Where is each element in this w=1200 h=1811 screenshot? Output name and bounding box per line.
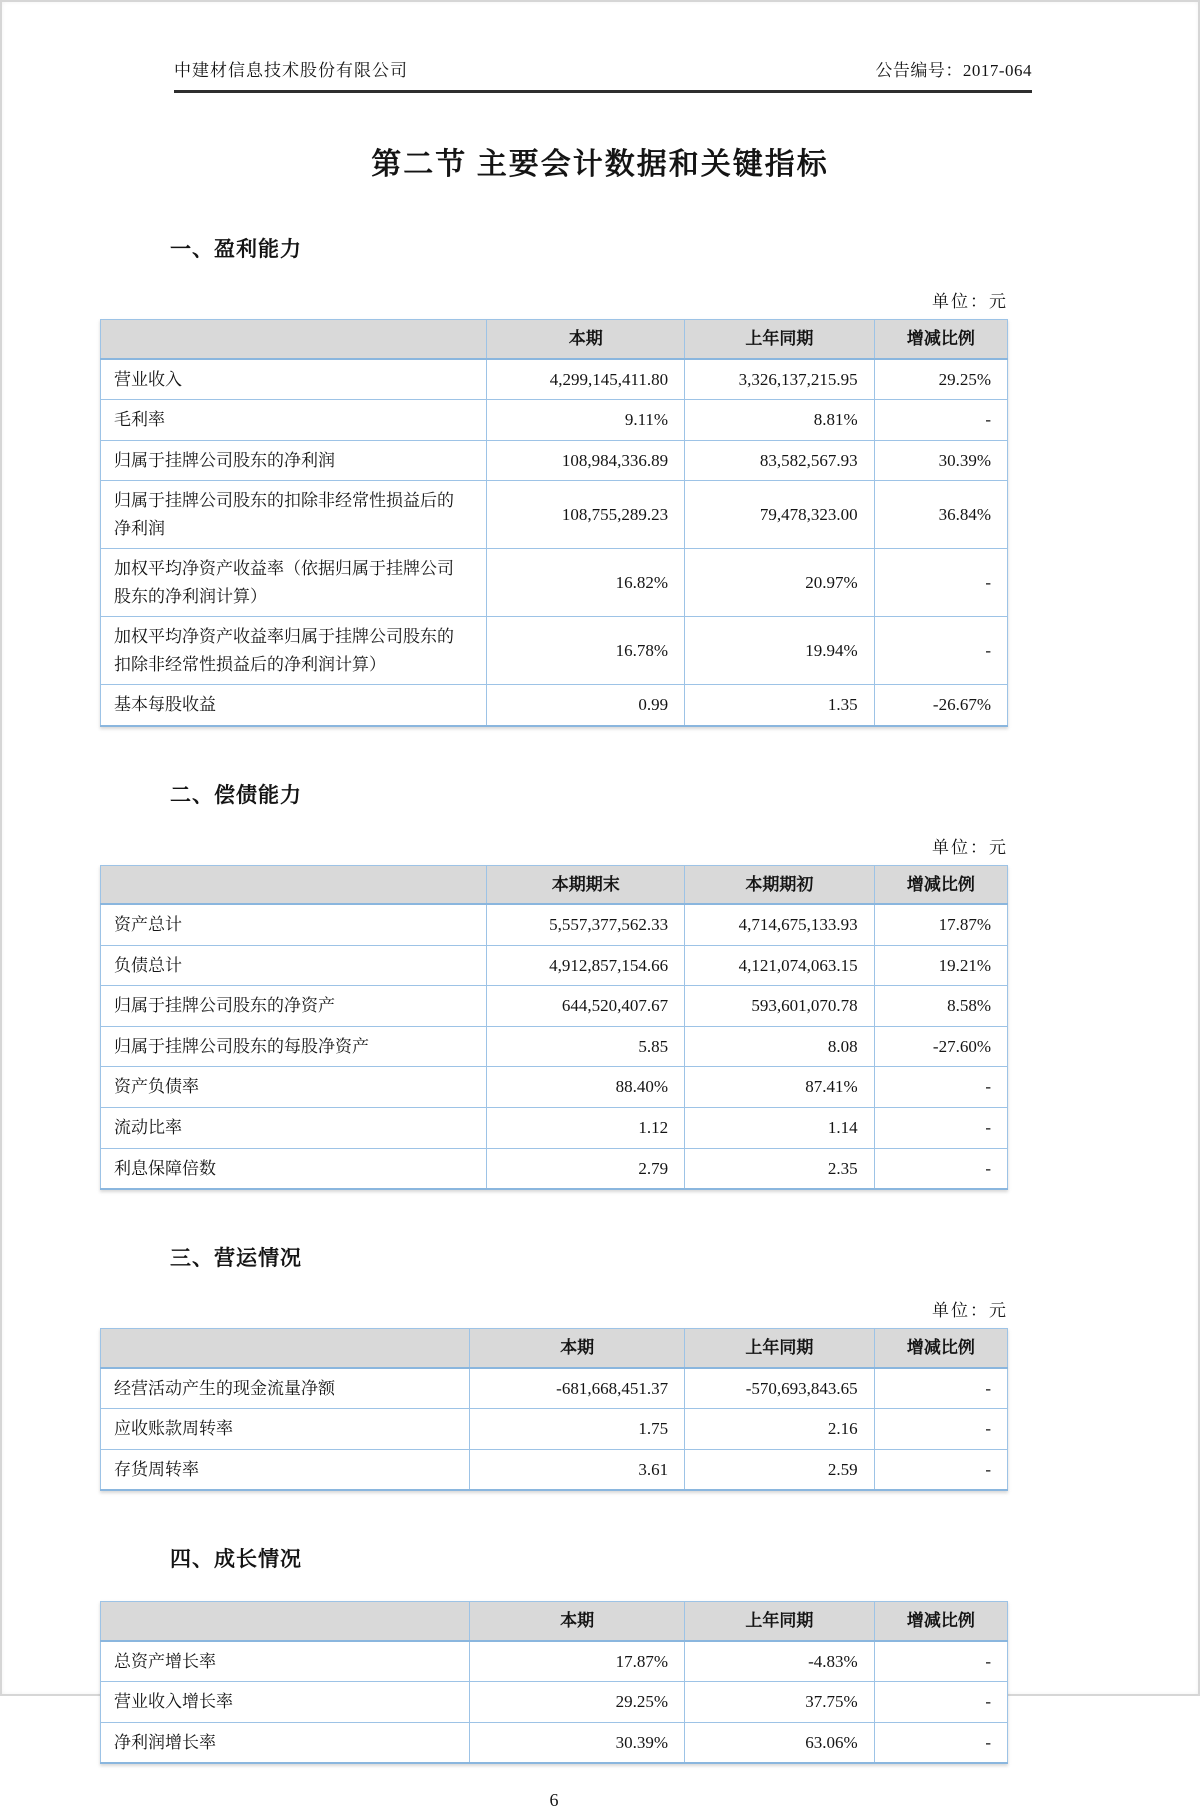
table-row <box>101 1148 1008 1189</box>
table-header-row <box>101 1329 1008 1368</box>
table-header-row <box>101 865 1008 904</box>
row-label: 净利润增长率 <box>101 1722 470 1763</box>
row-value: 108,755,289.23 <box>487 481 685 549</box>
value-column-header: 增减比例 <box>874 1329 1007 1368</box>
row-label: 经营活动产生的现金流量净额 <box>101 1368 470 1409</box>
row-value: 9.11% <box>487 400 685 441</box>
value-column-header: 增减比例 <box>874 865 1007 904</box>
table-row <box>101 549 1008 617</box>
row-value: 36.84% <box>874 481 1007 549</box>
row-value: 20.97% <box>685 549 875 617</box>
table-row <box>101 1641 1008 1682</box>
row-label: 归属于挂牌公司股东的每股净资产 <box>101 1026 487 1067</box>
unit-label: 单位：元 <box>932 292 1008 311</box>
row-value: 108,984,336.89 <box>487 440 685 481</box>
row-value: 30.39% <box>470 1722 685 1763</box>
unit-label: 单位：元 <box>932 837 1008 857</box>
row-value: 87.41% <box>685 1067 875 1108</box>
table-row <box>101 1449 1008 1490</box>
value-column-header: 增减比例 <box>874 320 1007 359</box>
value-column-header: 本期期初 <box>685 865 875 904</box>
section-heading-profitability: 一、盈利能力 <box>170 238 302 261</box>
row-label: 归属于挂牌公司股东的净资产 <box>101 986 487 1027</box>
content-column <box>100 233 1008 1811</box>
row-label: 应收账款周转率 <box>101 1409 470 1450</box>
row-value: 29.25% <box>874 359 1007 400</box>
row-value: - <box>874 1409 1007 1450</box>
row-value: - <box>874 617 1007 685</box>
value-column-header: 本期 <box>470 1329 685 1368</box>
row-value: 5,557,377,562.33 <box>487 904 685 945</box>
value-column-header: 本期 <box>470 1602 685 1641</box>
company-name: 中建材信息技术股份有限公司 <box>174 61 408 80</box>
row-label: 总资产增长率 <box>101 1641 470 1682</box>
metric-column-header <box>101 865 487 904</box>
row-value: - <box>874 1682 1007 1723</box>
row-value: 1.35 <box>685 685 875 726</box>
row-value: -570,693,843.65 <box>685 1368 875 1409</box>
page-header <box>174 56 1032 93</box>
row-value: 83,582,567.93 <box>685 440 875 481</box>
table-header-row <box>101 320 1008 359</box>
row-value: - <box>874 400 1007 441</box>
table-row <box>101 945 1008 986</box>
unit-label: 单位：元 <box>932 1301 1008 1321</box>
row-value: 2.35 <box>685 1148 875 1189</box>
table-row <box>101 1107 1008 1148</box>
row-value: - <box>874 1722 1007 1763</box>
row-label: 毛利率 <box>101 400 487 441</box>
row-value: 5.85 <box>487 1026 685 1067</box>
row-value: 0.99 <box>487 685 685 726</box>
row-value: 4,714,675,133.93 <box>685 904 875 945</box>
row-value: - <box>874 1067 1007 1108</box>
growth-table <box>100 1601 1008 1764</box>
row-value: - <box>874 549 1007 617</box>
row-value: 593,601,070.78 <box>685 986 875 1027</box>
row-value: -26.67% <box>874 685 1007 726</box>
row-value: 17.87% <box>470 1641 685 1682</box>
row-value: 1.14 <box>685 1107 875 1148</box>
row-value: 19.94% <box>685 617 875 685</box>
row-label: 资产负债率 <box>101 1067 487 1108</box>
row-value: -27.60% <box>874 1026 1007 1067</box>
section-heading-solvency: 二、偿债能力 <box>170 783 302 807</box>
table-row <box>101 359 1008 400</box>
table-row <box>101 1368 1008 1409</box>
row-value: 37.75% <box>685 1682 875 1723</box>
row-value: 4,912,857,154.66 <box>487 945 685 986</box>
operations-table <box>100 1328 1008 1491</box>
row-value: 4,121,074,063.15 <box>685 945 875 986</box>
row-label: 基本每股收益 <box>101 685 487 726</box>
table-header-row <box>101 1602 1008 1641</box>
row-value: 79,478,323.00 <box>685 481 875 549</box>
row-value: 2.59 <box>685 1449 875 1490</box>
spacer <box>100 1573 1008 1601</box>
value-column-header: 上年同期 <box>685 1602 875 1641</box>
table-row <box>101 685 1008 726</box>
row-value: - <box>874 1368 1007 1409</box>
row-value: 17.87% <box>874 904 1007 945</box>
metric-column-header <box>101 1602 470 1641</box>
value-column-header: 本期期末 <box>487 865 685 904</box>
row-label: 资产总计 <box>101 904 487 945</box>
row-label: 归属于挂牌公司股东的扣除非经常性损益后的净利润 <box>101 481 487 549</box>
value-column-header: 上年同期 <box>685 320 875 359</box>
announcement-number: 公告编号：2017-064 <box>875 61 1032 80</box>
row-label: 营业收入增长率 <box>101 1682 470 1723</box>
row-label: 加权平均净资产收益率归属于挂牌公司股东的扣除非经常性损益后的净利润计算） <box>101 617 487 685</box>
row-value: -4.83% <box>685 1641 875 1682</box>
table-row <box>101 904 1008 945</box>
row-value: 2.16 <box>685 1409 875 1450</box>
table-row <box>101 1682 1008 1723</box>
row-value: 3,326,137,215.95 <box>685 359 875 400</box>
row-value: -681,668,451.37 <box>470 1368 685 1409</box>
row-label: 归属于挂牌公司股东的净利润 <box>101 440 487 481</box>
row-value: - <box>874 1107 1007 1148</box>
row-value: - <box>874 1148 1007 1189</box>
row-value: - <box>874 1641 1007 1682</box>
metric-column-header <box>101 1329 470 1368</box>
row-value: 1.75 <box>470 1409 685 1450</box>
table-row <box>101 1026 1008 1067</box>
table-row <box>101 400 1008 441</box>
value-column-header: 本期 <box>487 320 685 359</box>
row-value: 2.79 <box>487 1148 685 1189</box>
row-value: 3.61 <box>470 1449 685 1490</box>
row-value: 8.81% <box>685 400 875 441</box>
page-title: 第二节 主要会计数据和关键指标 <box>371 148 829 181</box>
solvency-table <box>100 865 1008 1190</box>
page-number: 6 <box>549 1790 559 1811</box>
row-value: 30.39% <box>874 440 1007 481</box>
row-value: 1.12 <box>487 1107 685 1148</box>
row-value: 8.08 <box>685 1026 875 1067</box>
row-label: 营业收入 <box>101 359 487 400</box>
value-column-header: 增减比例 <box>874 1602 1007 1641</box>
row-value: 29.25% <box>470 1682 685 1723</box>
table-row <box>101 1409 1008 1450</box>
row-value: 4,299,145,411.80 <box>487 359 685 400</box>
value-column-header: 上年同期 <box>685 1329 875 1368</box>
row-value: 88.40% <box>487 1067 685 1108</box>
row-value: 16.82% <box>487 549 685 617</box>
row-value: 19.21% <box>874 945 1007 986</box>
row-label: 流动比率 <box>101 1107 487 1148</box>
row-value: 63.06% <box>685 1722 875 1763</box>
row-value: - <box>874 1449 1007 1490</box>
section-heading-growth: 四、成长情况 <box>170 1548 302 1572</box>
row-value: 16.78% <box>487 617 685 685</box>
metric-column-header <box>101 320 487 359</box>
profitability-table <box>100 319 1008 727</box>
table-row <box>101 986 1008 1027</box>
row-label: 利息保障倍数 <box>101 1148 487 1189</box>
table-row <box>101 481 1008 549</box>
row-label: 负债总计 <box>101 945 487 986</box>
table-row <box>101 440 1008 481</box>
table-row <box>101 617 1008 685</box>
row-label: 存货周转率 <box>101 1449 470 1490</box>
row-value: 644,520,407.67 <box>487 986 685 1027</box>
row-label: 加权平均净资产收益率（依据归属于挂牌公司股东的净利润计算） <box>101 549 487 617</box>
section-heading-operations: 三、营运情况 <box>170 1247 302 1271</box>
row-value: 8.58% <box>874 986 1007 1027</box>
table-row <box>101 1067 1008 1108</box>
table-row <box>101 1722 1008 1763</box>
